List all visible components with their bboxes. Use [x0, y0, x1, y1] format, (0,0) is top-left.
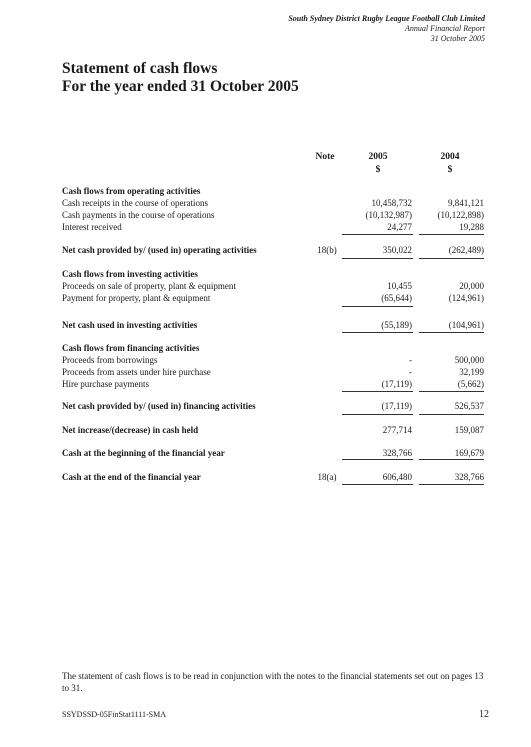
total-rule — [419, 484, 484, 485]
club-name: South Sydney District Rugby League Football Club Limited — [288, 14, 485, 23]
total-rule — [419, 414, 484, 415]
opening-balance-row: Cash at the beginning of the financial year 328,766 169,679 — [62, 448, 484, 458]
report-header — [288, 14, 485, 44]
table-row: Hire purchase payments (17,119) (5,662) — [62, 379, 484, 389]
total-rule — [342, 484, 413, 485]
table-row: Proceeds from assets under hire purchase - 32,199 — [62, 367, 484, 377]
title-line-2: For the year ended 31 October 2005 — [62, 78, 299, 95]
table-row: Cash payments in the course of operations (10,132,987) (10,122,898) — [62, 210, 484, 220]
table-row: Proceeds from borrowings - 500,000 — [62, 355, 484, 365]
title-line-1: Statement of cash flows — [62, 60, 218, 77]
subtotal-rule — [342, 459, 413, 460]
total-rule — [419, 258, 484, 259]
net-change-row: Net increase/(decrease) in cash held 277,714 159,087 — [62, 425, 484, 435]
total-rule — [342, 258, 413, 259]
report-name: Annual Financial Report — [405, 24, 485, 33]
page-title — [62, 60, 299, 96]
footnote: The statement of cash flows is to be read in conjunction with the notes to the financial statements set out on pages 13 to 31. — [62, 671, 484, 693]
document-code: SSYDSSD-05FinStat1111-SMA — [62, 710, 167, 719]
closing-balance-row: Cash at the end of the financial year 18(a) 606,480 328,766 — [62, 472, 484, 482]
page-number: 12 — [479, 709, 489, 720]
total-row-operating: Net cash provided by/ (used in) operating activities 18(b) 350,022 (262,489) — [62, 245, 484, 255]
total-rule — [342, 414, 413, 415]
column-header-note: Note — [315, 152, 335, 162]
table-row: Cash receipts in the course of operations 10,458,732 9,841,121 — [62, 198, 484, 208]
total-row-investing: Net cash used in investing activities (55,189) (104,961) — [62, 320, 484, 330]
table-row: Payment for property, plant & equipment (65,644) (124,961) — [62, 293, 484, 303]
column-header-2004: 2004 $ — [440, 152, 460, 175]
report-date: 31 October 2005 — [430, 34, 485, 43]
section-heading-investing: Cash flows from investing activities — [62, 269, 198, 279]
table-row: Interest received 24,277 19,288 — [62, 222, 484, 232]
subtotal-rule — [419, 234, 484, 235]
subtotal-rule — [419, 391, 484, 392]
subtotal-rule — [419, 459, 484, 460]
section-heading-operating: Cash flows from operating activities — [62, 186, 201, 196]
section-heading-financing: Cash flows from financing activities — [62, 343, 200, 353]
subtotal-rule — [342, 391, 413, 392]
table-row: Proceeds on sale of property, plant & equipment 10,455 20,000 — [62, 281, 484, 291]
subtotal-rule — [342, 306, 413, 307]
total-rule — [419, 332, 484, 333]
total-rule — [342, 332, 413, 333]
subtotal-rule — [342, 234, 413, 235]
total-row-financing: Net cash provided by/ (used in) financing activities (17,119) 526,537 — [62, 401, 484, 411]
column-header-2005: 2005 $ — [368, 152, 388, 175]
